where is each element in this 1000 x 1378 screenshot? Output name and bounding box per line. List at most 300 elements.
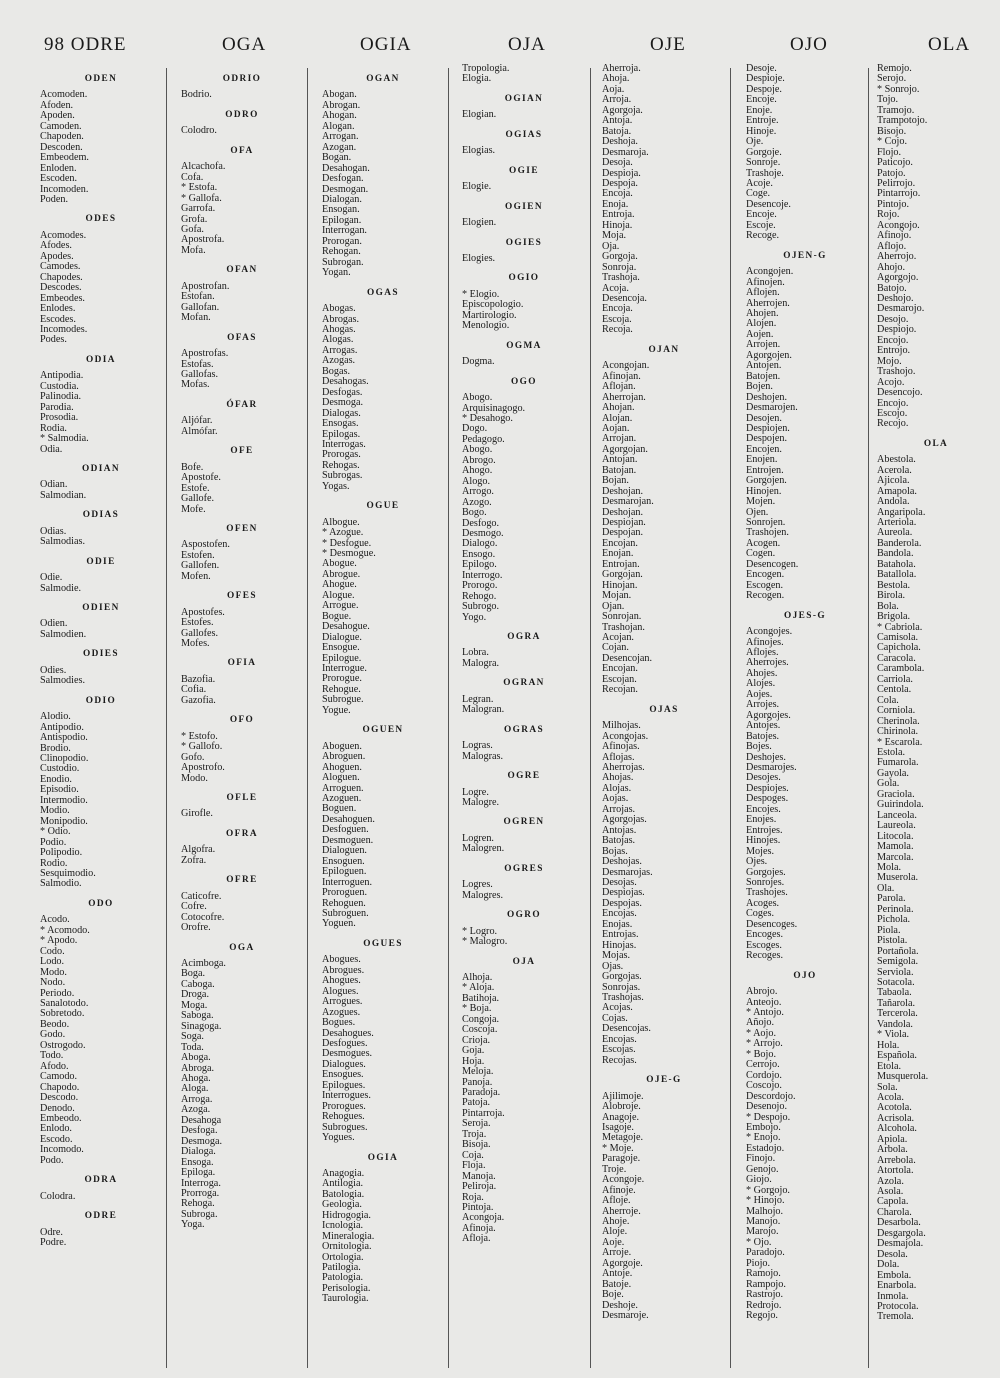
word-entry: Desahoguen. (322, 813, 375, 825)
word-entry: Trashojes. (746, 887, 788, 899)
word-entry: Apostrofo. (181, 762, 225, 774)
word-entry: Aojes. (746, 688, 773, 700)
word-entry: Aoje. (602, 1236, 625, 1248)
word-entry: Desola. (877, 1248, 908, 1260)
word-entry: Enojes. (746, 814, 777, 826)
word-entry: Arteriola. (877, 517, 917, 529)
section-heading: ÓFAR (226, 399, 258, 410)
word-entry: Desmoga. (322, 397, 364, 409)
word-entry: Embeodo. (40, 1112, 82, 1124)
word-entry: Azogas. (322, 355, 356, 367)
word-entry: Desahogues. (322, 1027, 374, 1039)
word-entry: * Aloja. (462, 982, 495, 994)
word-entry: Girofle. (181, 808, 213, 820)
word-entry: Caboga. (181, 978, 215, 990)
word-entry: Despoja. (602, 177, 638, 189)
word-entry: Malogren. (462, 843, 505, 855)
word-entry: Batoja. (602, 125, 632, 137)
section-heading: ODRIO (222, 74, 262, 84)
word-entry: * Enojo. (746, 1132, 781, 1144)
word-entry: Alojan. (602, 412, 633, 424)
word-entry: Subrogo. (462, 601, 500, 613)
word-entry: Sobretodo. (40, 1008, 85, 1020)
word-entry: Rehogues. (322, 1111, 365, 1123)
word-entry: Sola. (877, 1081, 898, 1093)
word-entry: Aloje. (602, 1226, 628, 1238)
word-entry: Camodes. (40, 261, 81, 273)
word-entry: Encojas. (602, 908, 637, 920)
word-entry: Bojas. (602, 845, 628, 857)
word-entry: Ensogues. (322, 1069, 364, 1081)
word-entry: * Moje. (602, 1142, 634, 1154)
word-entry: Aflojan. (602, 381, 636, 393)
word-entry: Monipodio. (40, 815, 88, 827)
section-heading: OJES-G (784, 610, 826, 621)
word-column (181, 64, 303, 1378)
word-entry: Rodia. (40, 422, 67, 434)
word-entry: Tercerola. (877, 1008, 918, 1020)
word-entry: Batahola. (877, 558, 916, 570)
section-heading: OGIAN (504, 93, 544, 104)
section-heading: OGIAS (505, 129, 543, 140)
word-entry: Apostofe. (181, 472, 221, 484)
word-entry: Metagoje. (602, 1132, 644, 1144)
word-entry: Aflojen. (746, 287, 780, 299)
word-entry: Flojo. (877, 146, 902, 158)
word-entry: Podes. (40, 334, 67, 346)
word-entry: Logre. (462, 786, 489, 798)
word-entry: Atortola. (877, 1165, 914, 1177)
word-entry: Etola. (877, 1060, 902, 1072)
word-entry: Malhojo. (746, 1205, 784, 1217)
word-entry: Bofe. (181, 461, 204, 473)
word-entry: Arrogues. (322, 996, 363, 1008)
word-entry: * Desmogue. (322, 548, 376, 560)
section-heading: OFRA (226, 828, 258, 839)
word-entry: Apodes. (40, 250, 74, 262)
word-entry: Trashojen. (746, 527, 789, 539)
word-entry: Desahogas. (322, 376, 369, 388)
word-entry: Ahogue. (322, 579, 357, 591)
word-column (746, 64, 864, 1378)
word-entry: Trashoje. (746, 167, 784, 179)
word-entry: Cofa. (181, 171, 204, 183)
section-heading: ODRA (84, 1175, 118, 1186)
word-entry: Recojo. (877, 418, 909, 430)
word-entry: Estadojo. (746, 1142, 785, 1154)
word-entry: Ornitologia. (322, 1241, 372, 1253)
word-entry: Tropologia. (462, 64, 510, 74)
word-entry: Aherrojes. (746, 657, 789, 669)
word-entry: Colodro. (181, 125, 217, 137)
word-entry: Vandola. (877, 1018, 913, 1030)
word-entry: Rojo. (877, 209, 900, 221)
word-entry: Prorogo. (462, 580, 498, 592)
word-entry: Aljófar. (181, 415, 213, 427)
word-entry: Recojan. (602, 684, 638, 696)
word-entry: Acongojan. (602, 360, 650, 372)
word-entry: Desojo. (877, 313, 909, 325)
word-entry: Malogra. (462, 657, 500, 669)
section-heading: OGRO (506, 910, 541, 921)
word-entry: Batojo. (877, 282, 907, 294)
word-entry: Ojes. (746, 856, 768, 868)
word-entry: Paradojo. (746, 1247, 785, 1259)
word-entry: * Acomodo. (40, 924, 90, 936)
section-heading: OFLE (226, 793, 258, 804)
word-entry: Podio. (40, 836, 67, 848)
word-entry: Abrogan. (322, 99, 361, 111)
word-entry: Regojo. (746, 1310, 778, 1322)
section-heading: ODIE (86, 556, 116, 567)
word-entry: Colodra. (40, 1190, 76, 1202)
word-entry: Prosodia. (40, 412, 79, 424)
word-entry: Apostrofa. (181, 234, 225, 246)
word-entry: Aboga. (181, 1052, 211, 1064)
word-entry: Subroga. (181, 1208, 218, 1220)
word-entry: Oje. (746, 136, 764, 148)
word-entry: Arroga. (181, 1093, 213, 1105)
word-entry: Batoje. (602, 1278, 632, 1290)
word-entry: Episcopologio. (462, 299, 524, 311)
section-heading: ODIO (85, 695, 117, 706)
word-entry: Acojas. (602, 1002, 633, 1014)
word-entry: * Cojo. (877, 136, 908, 148)
word-entry: Bogue. (322, 610, 352, 622)
word-entry: Embeodes. (40, 292, 85, 304)
word-entry: Ahogo. (462, 465, 493, 477)
word-entry: Enlodes. (40, 303, 76, 315)
word-entry: * Azogue. (322, 527, 364, 539)
word-entry: Capichola. (877, 642, 921, 654)
word-entry: Acongojen. (746, 266, 794, 278)
word-entry: Dialogan. (322, 193, 362, 205)
word-entry: Entrojas. (602, 929, 639, 941)
word-entry: Desoje. (746, 64, 777, 74)
word-entry: Escoja. (602, 313, 632, 325)
word-column (602, 64, 726, 1378)
word-entry: Aloga. (181, 1083, 209, 1095)
word-entry: Abogue. (322, 558, 357, 570)
word-entry: Epilogues. (322, 1079, 366, 1091)
word-entry: Martirologio. (462, 309, 517, 321)
word-entry: Antojen. (746, 360, 782, 372)
section-heading: OGUES (363, 938, 403, 949)
page-number: 98 (44, 34, 65, 55)
word-entry: Enojan. (602, 548, 634, 560)
word-entry: Bojan. (602, 475, 629, 487)
word-entry: Subrogas. (322, 470, 363, 482)
word-entry: Redrojo. (746, 1299, 782, 1311)
word-entry: Estofas. (181, 358, 214, 370)
word-entry: Lodo. (40, 956, 65, 968)
word-entry: * Cabriola. (877, 621, 923, 633)
word-entry: Encoje. (746, 94, 777, 106)
word-entry: Sonrojes. (746, 876, 785, 888)
word-entry: Desarbola. (877, 1217, 921, 1229)
word-entry: Epilogue. (322, 652, 362, 664)
word-entry: * Despojo. (746, 1111, 791, 1123)
word-entry: Escojas. (602, 1044, 636, 1056)
word-entry: Tramojo. (877, 104, 915, 116)
word-entry: Incomoden. (40, 183, 89, 195)
word-entry: Geologia. (322, 1199, 362, 1211)
word-entry: * Gorgojo. (746, 1184, 790, 1196)
word-entry: Desmaroje. (602, 1310, 649, 1322)
word-entry: Despiojen. (746, 422, 790, 434)
word-entry: Cojan. (602, 642, 629, 654)
word-entry: Bogues. (322, 1017, 356, 1029)
word-entry: Yogan. (322, 267, 351, 279)
word-entry: Interroguen. (322, 876, 373, 888)
word-entry: Encoja. (602, 303, 633, 315)
word-entry: Perinola. (877, 903, 914, 915)
word-entry: Desencojan. (602, 652, 653, 664)
section-heading: ODES (85, 214, 117, 225)
word-entry: Hinojan. (602, 579, 638, 591)
word-entry: Aherrojo. (877, 251, 917, 263)
word-entry: Abogo. (462, 392, 493, 404)
word-entry: * Elogio. (462, 288, 500, 300)
word-entry: Bojes. (746, 741, 772, 753)
word-entry: Guirindola. (877, 799, 924, 811)
word-entry: Afinojas. (602, 741, 640, 753)
column-rule (590, 68, 591, 1368)
word-entry: Logras. (462, 740, 493, 752)
word-entry: Protocola. (877, 1301, 919, 1313)
word-entry: Coge. (746, 188, 771, 200)
word-entry: Gorgojas. (602, 971, 642, 983)
word-entry: Poden. (40, 193, 69, 205)
word-entry: Oja. (602, 240, 620, 252)
word-entry: Sonrojas. (602, 981, 641, 993)
word-entry: Enojen. (746, 454, 778, 466)
word-entry: Desojen. (746, 412, 782, 424)
word-entry: Embola. (877, 1269, 912, 1281)
word-entry: Incomodo. (40, 1144, 84, 1156)
word-entry: Seroja. (462, 1118, 491, 1130)
word-entry: Epilogas. (322, 428, 361, 440)
word-entry: Gofo. (181, 751, 205, 763)
word-entry: Escoges. (746, 939, 782, 951)
word-entry: Salmodias. (40, 536, 85, 548)
word-entry: Mojan. (602, 590, 632, 602)
word-entry: Desfoga. (181, 1125, 218, 1137)
word-entry: Despioja. (602, 167, 641, 179)
section-heading: OGRAN (503, 678, 545, 689)
word-entry: Legran. (462, 693, 494, 705)
word-entry: Escogen. (746, 579, 784, 591)
word-entry: Deshojen. (746, 391, 788, 403)
word-entry: Desencogen. (746, 558, 799, 570)
word-entry: Lobra. (462, 647, 489, 659)
word-entry: Gazofia. (181, 694, 216, 706)
word-entry: Prorogue. (322, 673, 362, 685)
word-entry: Encojan. (602, 537, 638, 549)
section-heading: OGIEN (505, 201, 543, 212)
word-entry: * Arrojo. (746, 1038, 783, 1050)
section-heading: OJA (512, 956, 536, 967)
word-entry: Pistola. (877, 935, 908, 947)
word-entry: Acoje. (746, 177, 773, 189)
word-entry: Escodo. (40, 1133, 73, 1145)
word-entry: Alojen. (746, 318, 777, 330)
word-entry: Mofes. (181, 638, 210, 650)
word-entry: Pelirrojo. (877, 177, 916, 189)
word-entry: Abestola. (877, 454, 916, 466)
word-entry: Podre. (40, 1237, 67, 1249)
word-entry: Litocola. (877, 830, 914, 842)
word-entry: Afodo. (40, 1060, 69, 1072)
word-entry: Azoga. (181, 1104, 211, 1116)
word-entry: Acoges. (746, 897, 780, 909)
word-entry: * Malogro. (462, 936, 508, 948)
word-entry: Cotocofre. (181, 911, 225, 923)
word-entry: Ensogo. (462, 548, 496, 560)
word-entry: Afloja. (462, 1233, 491, 1245)
word-entry: Hinoje. (746, 125, 777, 137)
word-entry: Algofra. (181, 844, 216, 856)
word-entry: Acrisola. (877, 1112, 915, 1124)
word-entry: Deshoja. (602, 136, 638, 148)
word-entry: Alhoja. (462, 972, 493, 983)
word-entry: Rehogan. (322, 246, 361, 258)
word-entry: Encojas. (602, 1033, 637, 1045)
section-heading: OFRE (226, 875, 258, 886)
word-entry: Piola. (877, 924, 901, 936)
word-entry: Rehogo. (462, 590, 497, 602)
section-heading: ODIAS (82, 510, 120, 521)
word-entry: Rehogue. (322, 683, 361, 695)
word-entry: Remojo. (877, 64, 912, 74)
word-entry: Hola. (877, 1039, 900, 1051)
word-entry: Escoje. (746, 219, 776, 231)
word-entry: Boguen. (322, 803, 357, 815)
word-entry: Agorgojen. (746, 349, 792, 361)
word-entry: Fumarola. (877, 757, 919, 769)
word-entry: Apostrofas. (181, 348, 229, 360)
word-entry: Encoja. (602, 188, 633, 200)
word-entry: Periodo. (40, 987, 75, 999)
word-entry: Rehogas. (322, 459, 360, 471)
word-entry: * Odio. (40, 826, 71, 838)
word-entry: Dialogas. (322, 407, 361, 419)
word-entry: Despioje. (746, 73, 785, 85)
word-entry: Andola. (877, 496, 910, 508)
word-entry: Arrogan. (322, 131, 359, 143)
word-entry: Mojen. (746, 496, 776, 508)
word-entry: Antipodio. (40, 721, 84, 733)
word-entry: * Escarola. (877, 736, 923, 748)
word-entry: Deshoje. (602, 1299, 638, 1311)
word-entry: Antilogia. (322, 1178, 364, 1190)
word-entry: Floja. (462, 1160, 486, 1172)
word-entry: Descordojo. (746, 1090, 796, 1102)
word-entry: Desmaroja. (602, 146, 649, 158)
word-entry: Cogen. (746, 548, 776, 560)
word-entry: Chapodo. (40, 1081, 80, 1093)
word-entry: Salmodio. (40, 878, 82, 890)
word-entry: Custodia. (40, 380, 79, 392)
word-entry: Ensogan. (322, 204, 360, 216)
word-entry: Epiloga. (181, 1167, 216, 1179)
header-title-oga: OGA (222, 34, 267, 55)
word-entry: Escojo. (877, 407, 908, 419)
word-entry: Tabaola. (877, 987, 912, 999)
section-heading: OJE-G (646, 1075, 682, 1086)
word-entry: Bojen. (746, 381, 773, 393)
word-entry: Acomodes. (40, 229, 87, 241)
word-entry: Ortologia. (322, 1251, 364, 1263)
word-entry: Gayola. (877, 767, 909, 779)
column-rule (868, 68, 869, 1368)
word-entry: Gallofan. (181, 301, 220, 313)
word-entry: Elogies. (462, 252, 496, 264)
word-entry: Caticofre. (181, 890, 222, 902)
word-entry: Chapoden. (40, 131, 84, 143)
word-entry: Arroje. (602, 1247, 632, 1259)
section-heading: ODIES (83, 649, 119, 660)
word-entry: Soga. (181, 1031, 204, 1043)
word-entry: Yogo. (462, 611, 487, 623)
word-entry: Sinagoga. (181, 1020, 222, 1032)
word-entry: Pintoja. (462, 1201, 494, 1213)
word-entry: Alcachofa. (181, 161, 226, 173)
word-entry: Abroguen. (322, 751, 366, 763)
word-entry: Batologia. (322, 1188, 365, 1200)
word-entry: Subrogue. (322, 694, 364, 706)
word-entry: Acola. (877, 1091, 904, 1103)
word-entry: Sonrojen. (746, 517, 786, 529)
word-entry: Epilogan. (322, 214, 362, 226)
word-entry: Elogia. (462, 73, 492, 85)
word-entry: Encojes. (746, 803, 781, 815)
word-entry: Logren. (462, 832, 494, 844)
word-entry: Alcohola. (877, 1123, 917, 1135)
word-entry: * Gallofa. (181, 192, 222, 204)
word-entry: Encoje. (746, 209, 777, 221)
header-title-ogia: OGIA (360, 34, 412, 55)
word-entry: Acotola. (877, 1102, 912, 1114)
word-entry: Patilogia. (322, 1262, 361, 1274)
word-entry: Denodo. (40, 1102, 75, 1114)
section-heading: OFO (229, 715, 255, 726)
word-entry: Ensogue. (322, 642, 360, 654)
word-entry: Modo. (40, 966, 67, 978)
word-entry: Arroguen. (322, 782, 364, 794)
word-entry: Arrogo. (462, 486, 494, 498)
word-entry: * Sonrojo. (877, 83, 920, 95)
word-entry: Ahoga. (181, 1072, 211, 1084)
header-title-odre: ODRE (70, 34, 127, 55)
word-entry: Arroja. (602, 94, 632, 106)
section-heading: OGAS (367, 287, 399, 298)
word-entry: Interrogue. (322, 663, 367, 675)
word-entry: Podo. (40, 1154, 64, 1166)
word-entry: Cola. (877, 694, 899, 706)
word-entry: Despiojes. (746, 782, 789, 794)
word-entry: Mojo. (877, 355, 902, 367)
word-entry: Gallofas. (181, 368, 219, 380)
word-entry: Despojan. (602, 527, 644, 539)
word-entry: Desfogues. (322, 1037, 368, 1049)
word-entry: Anagogia. (322, 1167, 365, 1179)
word-entry: Abogo. (462, 444, 493, 456)
word-entry: Entrojo. (877, 345, 911, 357)
word-entry: * Bojo. (746, 1048, 777, 1060)
word-entry: Antispodio. (40, 732, 88, 744)
word-entry: Alodio. (40, 711, 71, 723)
